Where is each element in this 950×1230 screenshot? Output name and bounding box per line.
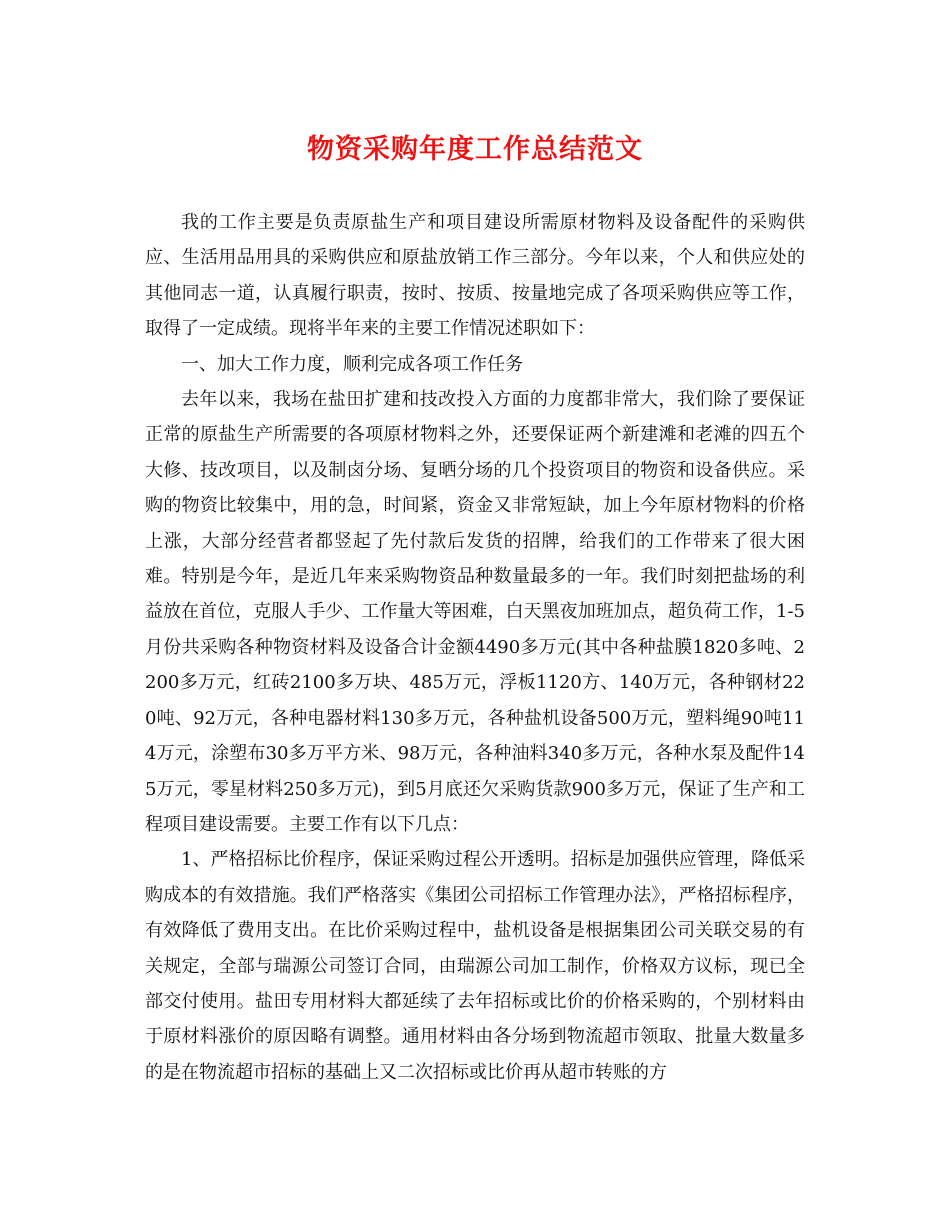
section-heading-1: 一、加大工作力度，顺利完成各项工作任务 bbox=[181, 353, 523, 375]
paragraph-item-1: 1、严格招标比价程序，保证采购过程公开透明。招标是加强供应管理，降低采购成本的有效措施。我们严格落实《集团公司招标工作管理办法》，严格招标程序，有效降低了费用支出。在比价采购过程中，盐机设备是根据集团公司关联交易的有关规定，全部与瑞源公司签订合同，由瑞源公司加工制作，价格双方议标，现已全部交付使用。盐田专用材料大都延续了去年招标或比价的价格采购的，个别材料由于原材料涨价的原因略有调整。通用材料由各分场到物流超市领取、批量大数量多的是在物流超市招标的基础上又二次招标或比价再从超市转账的方 bbox=[145, 849, 805, 1083]
document-body bbox=[145, 205, 805, 1090]
paragraph-intro: 我的工作主要是负责原盐生产和项目建设所需原材物料及设备配件的采购供应、生活用品用具的采购供应和原盐放销工作三部分。今年以来，个人和供应处的其他同志一道，认真履行职责，按时、按质、按量地完成了各项采购供应等工作，取得了一定成绩。现将半年来的主要工作情况述职如下： bbox=[145, 212, 805, 340]
document-title: 物资采购年度工作总结范文 bbox=[307, 134, 643, 165]
paragraph-overview: 去年以来，我场在盐田扩建和技改投入方面的力度都非常大，我们除了要保证正常的原盐生产所需要的各项原材物料之外，还要保证两个新建滩和老滩的四五个大修、技改项目，以及制卤分场、复晒分场的几个投资项目的物资和设备供应。采购的物资比较集中，用的急，时间紧，资金又非常短缺，加上今年原材物料的价格上涨，大部分经营者都竖起了先付款后发货的招牌，给我们的工作带来了很大困难。特别是今年，是近几年来采购物资品种数量最多的一年。我们时刻把盐场的利益放在首位，克服人手少、工作量大等困难，白天黑夜加班加点，超负荷工作，1-5月份共采购各种物资材料及设备合计金额4490多万元(其中各种盐膜1820多吨、2200多万元，红砖2100多万块、485万元，浮板1120方、140万元，各种钢材220吨、92万元，各种电器材料130多万元，各种盐机设备500万元，塑料绳90吨114万元，涂塑布30多万平方米、98万元，各种油料340多万元，各种水泵及配件145万元，零星材料250多万元)，到5月底还欠采购货款900多万元，保证了生产和工程项目建设需要。主要工作有以下几点： bbox=[145, 389, 805, 835]
